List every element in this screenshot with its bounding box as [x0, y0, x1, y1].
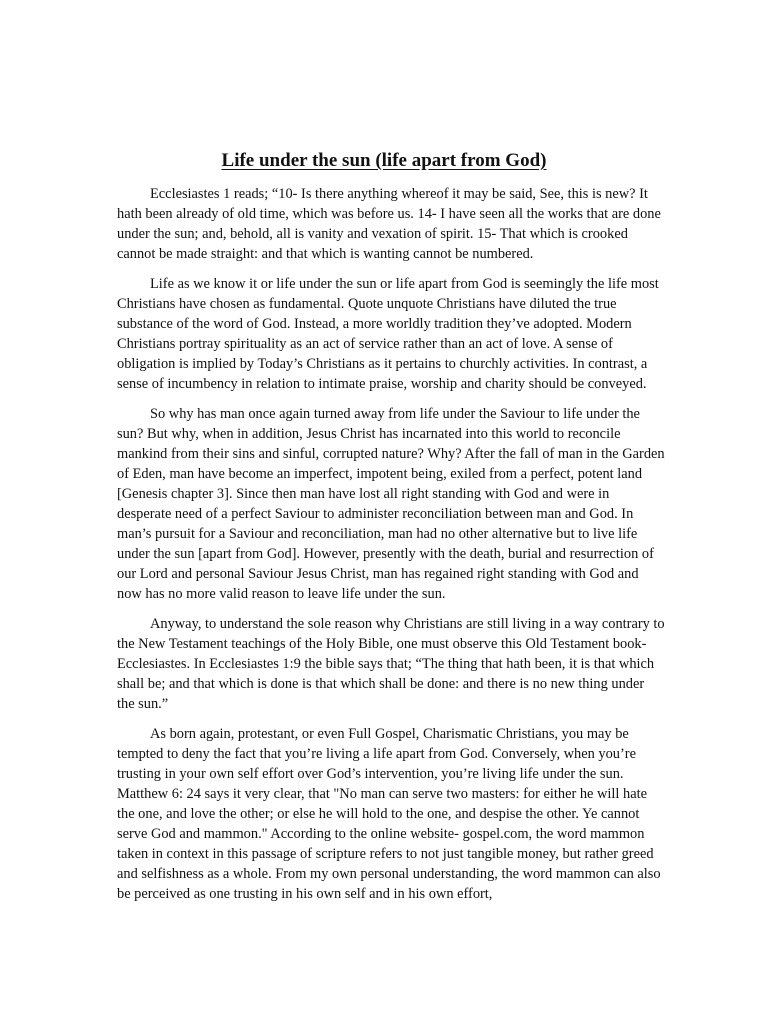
document-title: Life under the sun (life apart from God): [221, 150, 547, 171]
paragraph-born-again-christians: As born again, protestant, or even Full Gospel, Charismatic Christians, you may be tempted to deny the fact that you’re living a life apart from God. Conversely, when you’re trusting in your own self effort over God’s intervention, you’re living life under the sun. Matthew 6: 24 says it very clear, that "No man can serve two masters: for either he will hate the one, and love the other; or else he will hold to the one, and despise the other. Ye cannot serve God and mammon." According to the online website- gospel.com, the word mammon taken in context in this passage of scripture refers to not just tangible money, but rather greed and selfishness as a whole. From my own personal understanding, the word mammon can also be perceived as one trusting in his own self and in his own effort,: [117, 726, 661, 902]
paragraph-life-as-we-know-it: Life as we know it or life under the sun or life apart from God is seemingly the life most Christians have chosen as fundamental. Quote unquote Christians have diluted the true substance of the word of God. Instead, a more worldly tradition they’ve adopted. Modern Christians portray spirituality as an act of service rather than an act of love. A sense of obligation is implied by Today’s Christians as it pertains to churchly activities. In contrast, a sense of incumbency in relation to intimate praise, worship and charity should be conveyed.: [117, 276, 659, 392]
document-body: [117, 184, 665, 914]
paragraph-why-has-man-turned-away: So why has man once again turned away from life under the Saviour to life under the sun? But why, when in addition, Jesus Christ has incarnated into this world to reconcile mankind from their sins and sinful, corrupted nature? Why? After the fall of man in the Garden of Eden, man have become an imperfect, impotent being, exiled from a perfect, potent land [Genesis chapter 3]. Since then man have lost all right standing with God and were in desperate need of a perfect Saviour to administer reconciliation between man and God. In man’s pursuit for a Saviour and reconciliation, man had no other alternative but to live life under the sun [apart from God]. However, presently with the death, burial and resurrection of our Lord and personal Saviour Jesus Christ, man has regained right standing with God and now has no more valid reason to leave life under the sun.: [117, 406, 665, 602]
paragraph-understand-the-sole-reason: Anyway, to understand the sole reason why Christians are still living in a way contrary to the New Testament teachings of the Holy Bible, one must observe this Old Testament book- Ecclesiastes. In Ecclesiastes 1:9 the bible says that; “The thing that hath been, it is that which shall be; and that which is done is that which shall be done: and there is no new thing under the sun.”: [117, 616, 665, 712]
paragraph-ecclesiastes-quote: Ecclesiastes 1 reads; “10- Is there anything whereof it may be said, See, this is new? It hath been already of old time, which was before us. 14- I have seen all the works that are done under the sun; and, behold, all is vanity and vexation of spirit. 15- That which is crooked cannot be made straight: and that which is wanting cannot be numbered.: [117, 186, 661, 262]
